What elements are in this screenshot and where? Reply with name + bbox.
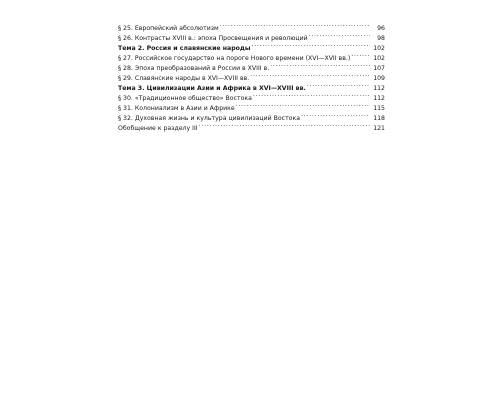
toc-entry-page: 96 <box>377 25 385 32</box>
toc-entry-title: § 29. Славянские народы в XVI—XVIII вв. <box>118 75 250 82</box>
table-of-contents <box>118 20 385 130</box>
toc-leader-dots <box>199 120 370 130</box>
toc-leader-dots <box>236 100 370 110</box>
toc-entry-page: 107 <box>373 65 385 72</box>
toc-leader-dots <box>220 20 370 30</box>
toc-leader-dots <box>250 70 370 80</box>
toc-leader-dots <box>351 50 370 60</box>
toc-entry-title: Тема 3. Цивилизации Азии и Африка в XVI—XVIII вв. <box>118 85 306 92</box>
toc-leader-dots <box>252 40 370 50</box>
toc-leader-dots <box>270 60 370 70</box>
toc-entry-page: 102 <box>373 55 385 62</box>
toc-entry-title: § 31. Колониализм в Азии и Африке <box>118 105 235 112</box>
toc-leader-dots <box>307 80 370 90</box>
toc-entry-title: § 27. Российское государство на пороге Нового времени (XVI—XVII вв.) <box>118 55 351 62</box>
toc-entry-title: § 26. Контрасты XVIII в.: эпоха Просвещения и революций <box>118 35 308 42</box>
toc-entry-title: § 25. Европейский абсолютизм <box>118 25 219 32</box>
toc-entry-page: 121 <box>373 125 385 132</box>
toc-entry-title: § 32. Духовная жизнь и культура цивилизаций Востока <box>118 115 300 122</box>
toc-leader-dots <box>253 90 370 100</box>
toc-entry-page: 118 <box>373 115 385 122</box>
toc-entry-page: 112 <box>373 85 385 92</box>
toc-leader-dots <box>309 30 370 40</box>
toc-entry-title: Обобщение к разделу III <box>118 125 198 132</box>
toc-entry-page: 102 <box>373 45 385 52</box>
toc-entry-page: 98 <box>377 35 385 42</box>
toc-entry-title: Тема 2. Россия и славянские народы <box>118 45 251 52</box>
toc-entry-page: 109 <box>373 75 385 82</box>
toc-entry-title: § 30. «Традиционное общество» Востока <box>118 95 252 102</box>
toc-entry-page: 115 <box>373 105 385 112</box>
toc-entry <box>118 20 385 30</box>
toc-leader-dots <box>301 110 370 120</box>
toc-entry-page: 112 <box>373 95 385 102</box>
toc-entry-title: § 28. Эпоха преобразований в России в XVIII в. <box>118 65 270 72</box>
